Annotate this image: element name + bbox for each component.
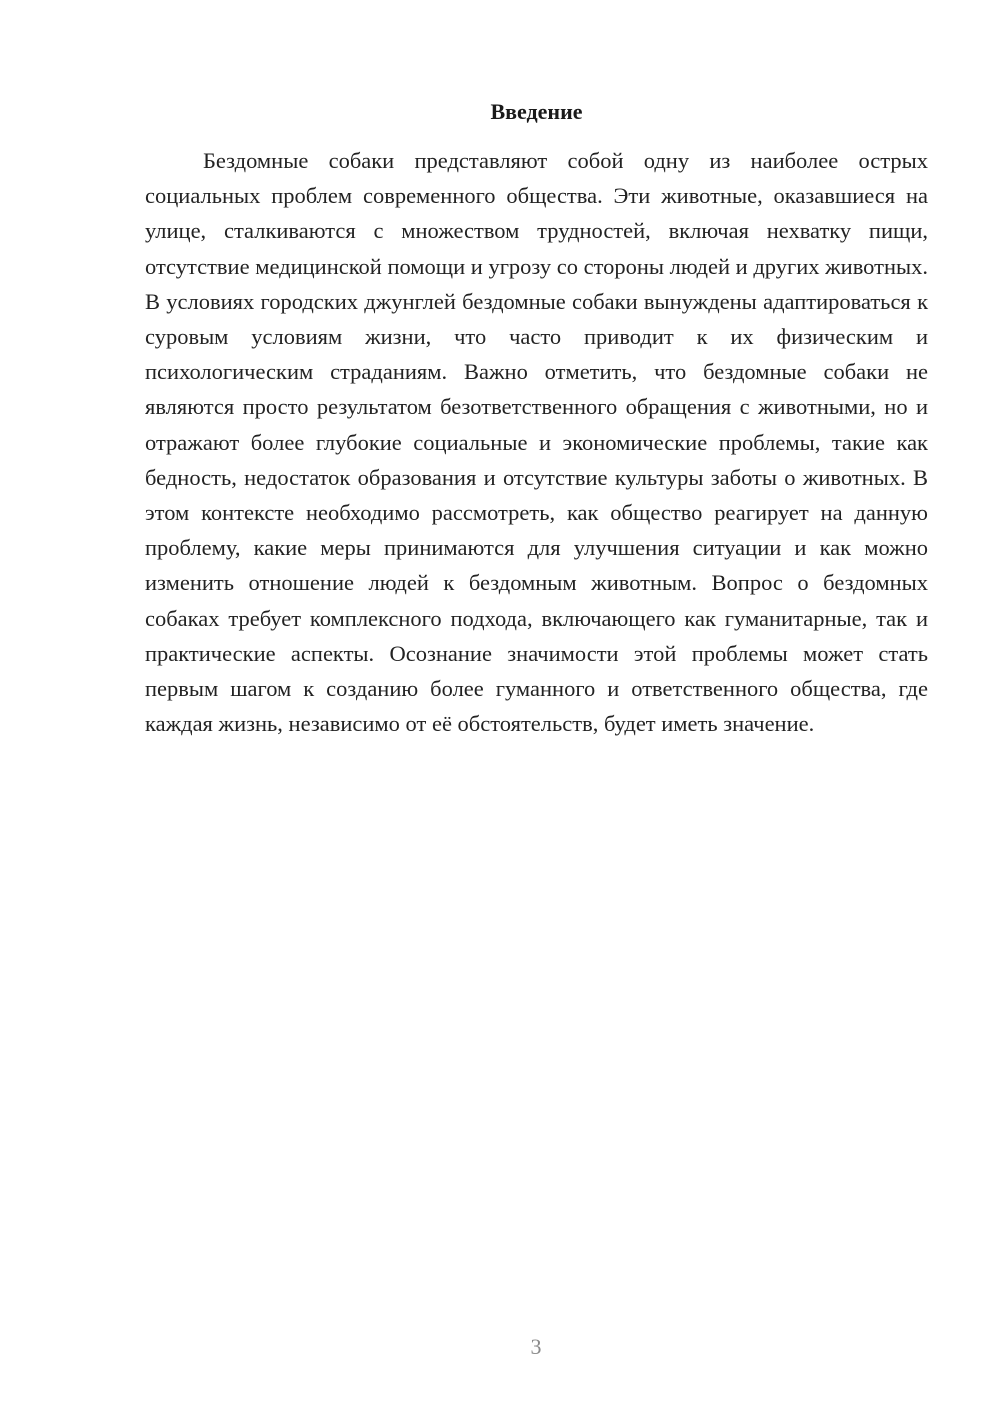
section-heading: Введение (490, 99, 583, 124)
page-number: 3 (530, 1334, 542, 1359)
body-paragraph: Бездомные собаки представляют собой одну из наиболее острых социальных проблем современного общества. Эти животные, оказавшиеся на улице, сталкиваются с множеством трудностей, включая нехватку пищи, отсутствие медицинской помощи и угрозу со стороны людей и других животных. В условиях городских джунглей бездомные собаки вынуждены адаптироваться к суровым условиям жизни, что часто приводит к их физическим и психологическим страданиям. Важно отметить, что бездомные собаки не являются просто результатом безответственного обращения с животными, но и отражают более глубокие социальные и экономические проблемы, такие как бедность, недостаток образования и отсутствие культуры заботы о животных. В этом контексте необходимо рассмотреть, как общество реагирует на данную проблему, какие меры принимаются для улучшения ситуации и как можно изменить отношение людей к бездомным животным. Вопрос о бездомных собаках требует комплексного подхода, включающего как гуманитарные, так и практические аспекты. Осознание значимости этой проблемы может стать первым шагом к созданию более гуманного и ответственного общества, где каждая жизнь, независимо от её обстоятельств, будет иметь значение. (145, 148, 928, 737)
